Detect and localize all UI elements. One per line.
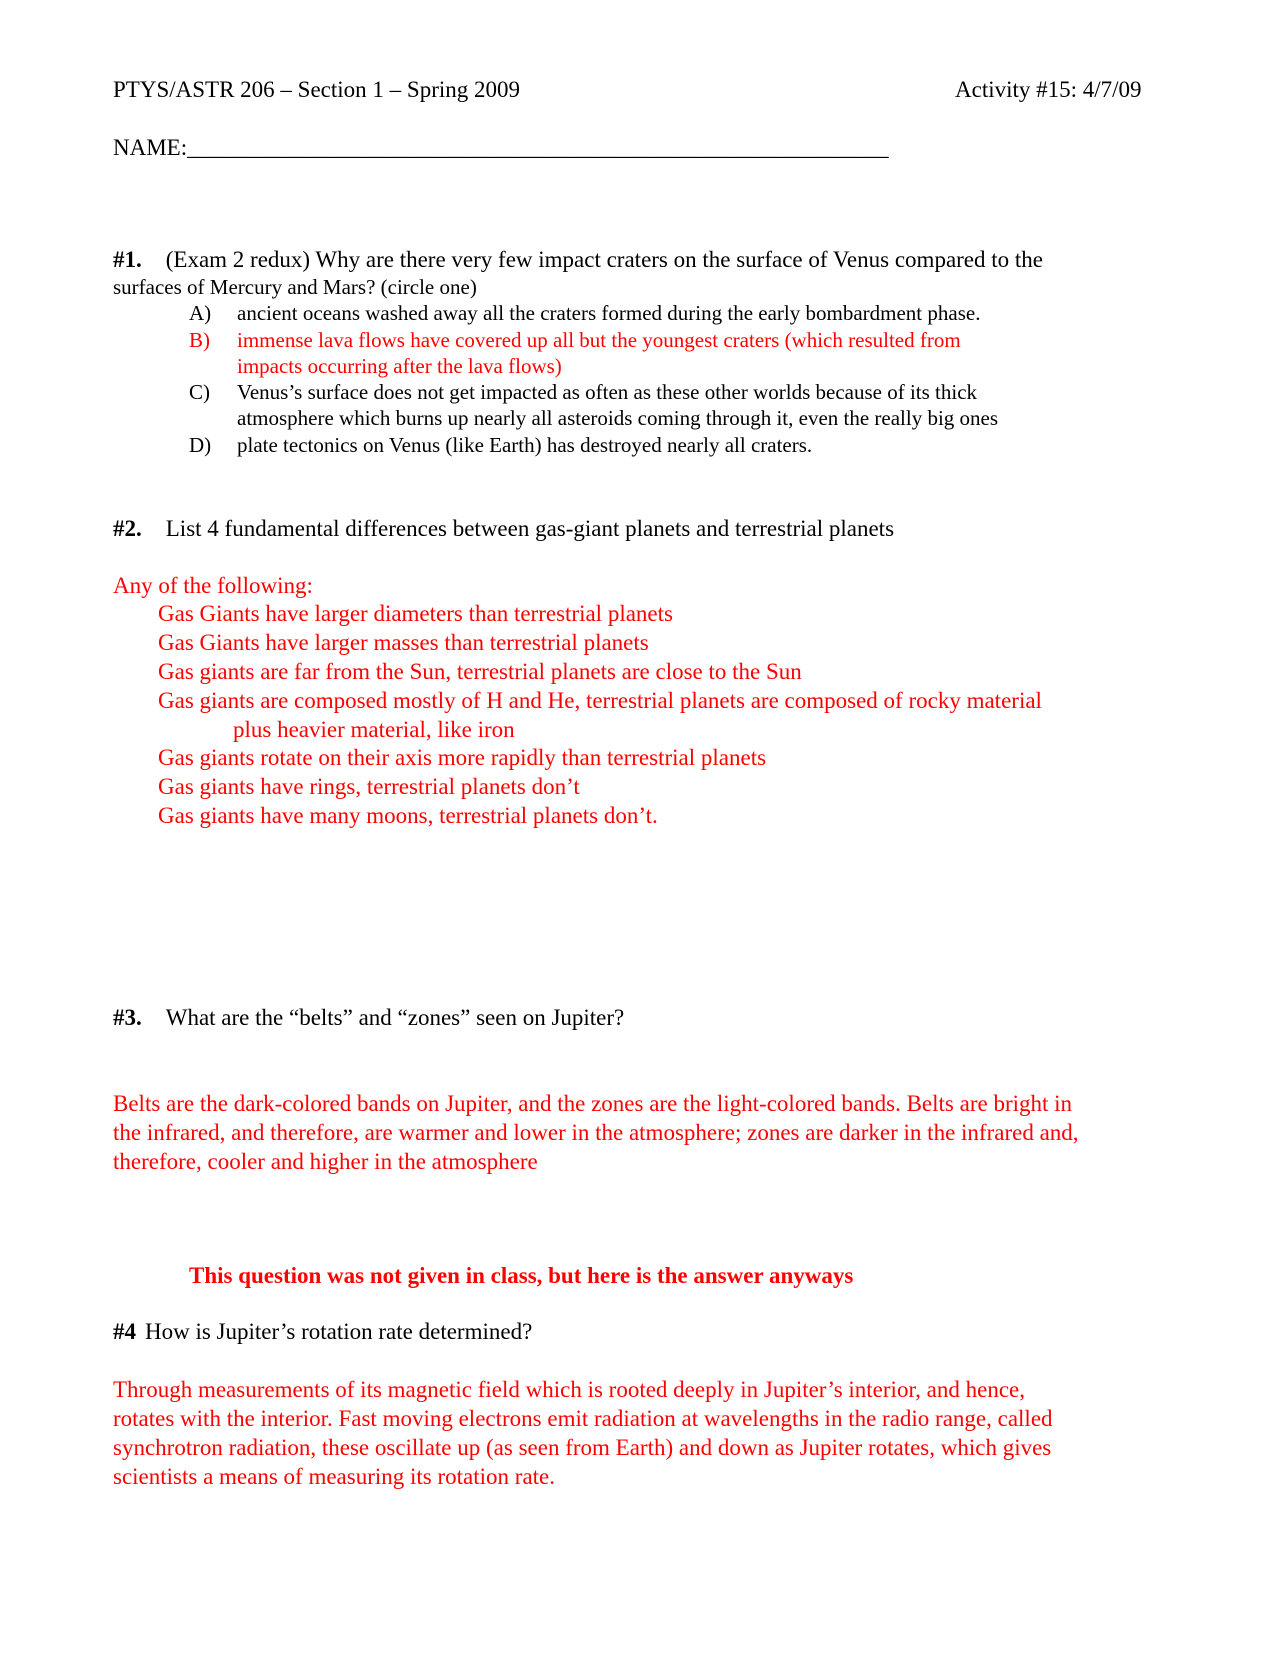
option-c [189, 379, 977, 405]
answer-2-intro: Any of the following: [113, 573, 313, 598]
option-c-text-line2: atmosphere which burns up nearly all asteroids coming through it, even the really big ones [237, 406, 999, 430]
answer-2-item: Gas giants have many moons, terrestrial planets don’t. [158, 803, 658, 828]
question-4-number: #4 [113, 1319, 136, 1344]
answer-3-line: the infrared, and therefore, are warmer and lower in the atmosphere; zones are darker in the infrared and, [113, 1120, 1079, 1145]
answer-3-line: Belts are the dark-colored bands on Jupiter, and the zones are the light-colored bands. Belts are bright in [113, 1091, 1073, 1116]
option-b-letter: B) [189, 328, 210, 352]
question-1-line1 [113, 246, 1043, 274]
option-d-letter: D) [189, 433, 212, 457]
answer-2-item-continuation: plus heavier material, like iron [233, 717, 515, 742]
option-a-text: ancient oceans washed away all the craters formed during the early bombardment phase. [237, 301, 981, 325]
question-3-prompt: What are the “belts” and “zones” seen on Jupiter? [165, 1005, 625, 1030]
question-2-number: #2. [113, 516, 142, 541]
answer-4-line: Through measurements of its magnetic field which is rooted deeply in Jupiter’s interior, and hence, [113, 1377, 1026, 1402]
answer-2-item: Gas giants rotate on their axis more rapidly than terrestrial planets [158, 745, 767, 770]
bonus-question-note: This question was not given in class, but here is the answer anyways [189, 1263, 854, 1288]
option-c-letter: C) [189, 380, 210, 404]
name-line: NAME:_____________________________________________________________ [113, 135, 889, 160]
question-3 [113, 1004, 624, 1032]
option-d [189, 432, 812, 458]
answer-2-item: Gas giants are composed mostly of H and He, terrestrial planets are composed of rocky material [158, 688, 1042, 713]
answer-2-item: Gas Giants have larger masses than terrestrial planets [158, 630, 649, 655]
question-2 [113, 515, 894, 543]
answer-4-line: scientists a means of measuring its rotation rate. [113, 1464, 555, 1489]
answer-2-item: Gas Giants have larger diameters than terrestrial planets [158, 601, 673, 626]
option-d-text: plate tectonics on Venus (like Earth) has destroyed nearly all craters. [237, 433, 813, 457]
question-3-number: #3. [113, 1005, 142, 1030]
question-1-prompt: (Exam 2 redux) Why are there very few impact craters on the surface of Venus compared to the [165, 247, 1044, 272]
answer-2-item: Gas giants are far from the Sun, terrestrial planets are close to the Sun [158, 659, 802, 684]
question-4-prompt: How is Jupiter’s rotation rate determined? [145, 1319, 533, 1344]
answer-4-line: rotates with the interior. Fast moving electrons emit radiation at wavelengths in the radio range, called [113, 1406, 1053, 1431]
question-1-number: #1. [113, 247, 142, 272]
option-a [189, 300, 980, 326]
option-b-text-line2: impacts occurring after the lava flows) [237, 354, 562, 378]
question-4 [113, 1318, 532, 1346]
question-1-prompt-line2: surfaces of Mercury and Mars? (circle one) [113, 275, 477, 299]
option-b-text: immense lava flows have covered up all but the youngest craters (which resulted from [237, 328, 961, 352]
answer-3-line: therefore, cooler and higher in the atmosphere [113, 1149, 538, 1174]
question-2-prompt: List 4 fundamental differences between gas-giant planets and terrestrial planets [165, 516, 895, 541]
course-title: PTYS/ASTR 206 – Section 1 – Spring 2009 [113, 77, 521, 102]
activity-label: Activity #15: 4/7/09 [955, 77, 1142, 102]
option-a-letter: A) [189, 301, 212, 325]
option-c-text: Venus’s surface does not get impacted as often as these other worlds because of its thick [237, 380, 978, 404]
answer-4-line: synchrotron radiation, these oscillate up (as seen from Earth) and down as Jupiter rotates, which gives [113, 1435, 1052, 1460]
option-b [189, 327, 961, 353]
answer-2-item: Gas giants have rings, terrestrial planets don’t [158, 774, 580, 799]
